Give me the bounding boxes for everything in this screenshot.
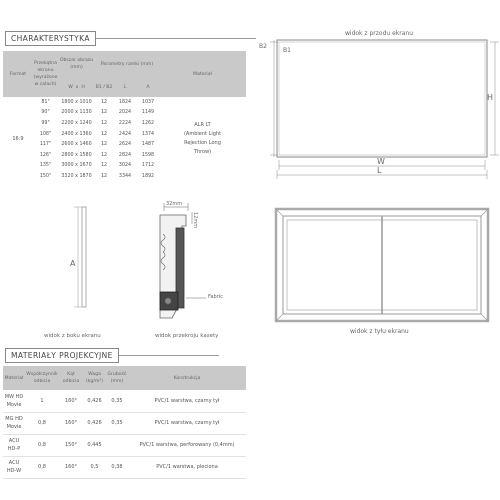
spec-cell-b: 12 [100,163,108,169]
header-h: H [81,84,85,90]
material-name-line: Movie [6,401,22,408]
side-view-caption: widok z boku ekranu [44,333,101,339]
materials-cell-gain: 0,8 [25,412,59,434]
materials-cell-thick: 0,38 [106,456,128,478]
spec-cell-dims: 2400 x 1360 [61,131,92,137]
spec-cell-diag: 150" [39,173,52,179]
material-line: Rejection Long [184,140,221,147]
materials-cell-gain: 0,8 [25,434,59,456]
materials-cell-build: PVC/1 warstwa, czarny tył [128,390,246,412]
spec-cell-dims: 2200 x 1240 [61,120,92,126]
spec-cell-dims: 2800 x 1580 [61,152,92,158]
spec-cell-l: 3024 [118,163,132,169]
label-h: H [487,93,494,102]
header-b1b2: B1 / B2 [95,77,113,97]
section-title-label: CHARAKTERYSTYKA [5,31,96,46]
spec-cell-b: 12 [100,142,108,148]
materials-cell-build: PVC/1 warstwa, czarny tył [128,412,246,434]
front-view-caption: widok z przodu ekranu [345,30,414,37]
spec-cell-a: 1598 [141,152,155,158]
spec-cell-diag: 90" [41,110,50,116]
label-b2: B2 [259,43,267,50]
spec-cell-l: 2424 [118,131,132,137]
spec-cell-b: 12 [100,110,108,116]
material-line: ALR LT [194,122,211,129]
materials-cell-thick: 0,35 [106,412,128,434]
spec-cell-b: 12 [100,120,108,126]
format-cell: 16:9 [12,135,24,142]
material-name-line: MG HD [5,416,23,422]
material-name-line: ACU [8,438,20,444]
material-name-line: ACU [8,460,20,466]
label-w: W [377,157,385,166]
spec-cell-dims: 3000 x 1670 [61,163,92,169]
spec-cell-l: 2624 [118,142,132,148]
spec-cell-dims: 2600 x 1460 [61,142,92,148]
materials-cell-build: PVC/1 warstwa, pleciona [128,456,246,478]
materials-cell-angle: 150° [59,434,83,456]
materials-header: Grubość (mm) [106,366,128,390]
header-diagonal: Przekątna ekranu (wyrażone w calach) [33,51,58,97]
spec-cell-b: 12 [100,131,108,137]
spec-cell-l: 1824 [118,99,132,105]
materials-cell-build: PVC/1 warstwa, perforowany (0,4mm) [128,434,246,456]
spec-cell-diag: 135" [39,163,52,169]
spec-cell-l: 2224 [118,120,132,126]
side-view-drawing [74,207,86,307]
materials-cell-weight: 0,445 [83,434,106,456]
profile-dim-height: 12mm [192,212,198,229]
header-x: x [75,84,79,90]
materials-cell-angle: 160° [59,390,83,412]
spec-cell-diag: 99" [41,120,50,126]
header-w: W [68,84,73,90]
spec-cell-b: 12 [100,152,108,158]
materials-header: Konstrukcja [128,366,246,390]
material-line: Throw) [193,149,212,156]
spec-cell-b: 12 [100,173,108,179]
profile-view-caption: widok przekroju kasety [155,333,219,339]
spec-cell-diag: 117" [39,142,52,148]
spec-cell-l: 3344 [118,173,132,179]
spec-cell-a: 1037 [141,99,155,105]
spec-cell-diag: 81" [41,99,50,105]
spec-cell-l: 2824 [118,152,132,158]
spec-cell-diag: 126" [39,152,52,158]
material-line: (Ambient Light [183,131,222,138]
material-name-line: MW HD [4,393,24,400]
materials-cell-gain: 1 [25,390,59,412]
back-view-caption: widok z tyłu ekranu [350,328,409,335]
label-b1: B1 [283,47,291,54]
header-params: Parametry ramki (mm) [95,51,159,77]
spec-cell-a: 1712 [141,163,155,169]
spec-cell-b: 12 [100,99,108,105]
materials-header: Współczynnik odbicia [25,366,59,390]
profile-view-drawing [160,203,206,318]
material-name-line: HD-P [7,446,21,452]
header-frame-dims: Obszar obrazu (mm) [58,51,95,77]
materials-cell-gain: 0,8 [25,456,59,478]
materials-header: Materiał [3,366,25,390]
spec-cell-diag: 108" [39,131,52,137]
header-l: L [113,77,137,97]
material-name-line: HD-W [6,468,22,474]
materials-cell-weight: 0,426 [83,412,106,434]
profile-dim-width: 32mm [166,201,183,207]
materials-header: Kąt odbicia [59,366,83,390]
profile-fabric-label: Fabric [208,294,223,300]
label-l: L [377,166,382,175]
spec-cell-dims: 1800 x 1010 [61,99,92,105]
spec-cell-a: 1374 [141,131,155,137]
materials-cell-thick: 0,35 [106,390,128,412]
spec-cell-dims: 3320 x 1870 [61,173,92,179]
spec-cell-dims: 2000 x 1130 [61,110,92,116]
spec-cell-a: 1149 [141,110,155,116]
material-name-line: Movie [6,424,22,430]
back-view-drawing [276,209,488,321]
spec-cell-a: 1892 [141,173,155,179]
spec-cell-a: 1487 [141,142,155,148]
header-format: Format [3,51,33,97]
materials-header: Waga (kg/m²) [83,366,106,390]
materials-cell-weight: 0,426 [83,390,106,412]
materials-cell-angle: 160° [59,412,83,434]
header-material: Materiał [159,51,246,97]
header-a: A [137,77,159,97]
label-a: A [70,259,76,268]
section-title-label: MATERIAŁY PROJEKCYJNE [5,348,119,363]
spec-cell-l: 2024 [118,110,132,116]
spec-cell-a: 1262 [141,120,155,126]
materials-cell-weight: 0,5 [83,456,106,478]
materials-cell-angle: 160° [59,456,83,478]
